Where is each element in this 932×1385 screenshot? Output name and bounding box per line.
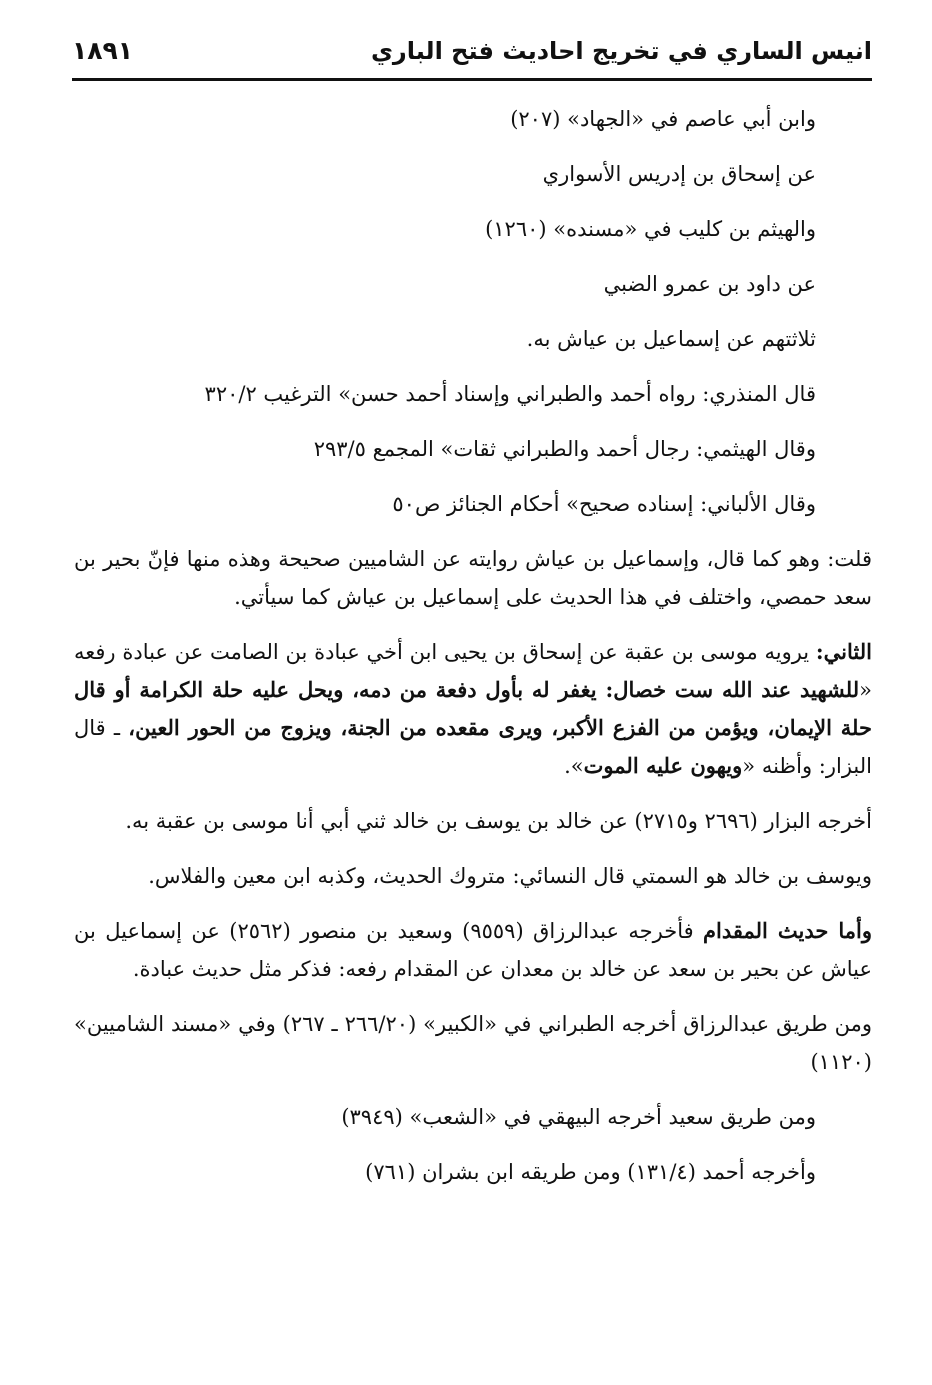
text-line: والهيثم بن كليب في «مسنده» (١٢٦٠) [485,217,816,241]
main-text [74,100,872,1208]
text-line: ثلاثتهم عن إسماعيل بن عياش به. [526,327,816,351]
text-line: قال المنذري: رواه أحمد والطبراني وإسناد أحمد حسن» الترغيب ٣٢٠/٢ [204,382,816,406]
paragraph-text: ». [564,754,584,778]
text-line: وقال الهيثمي: رجال أحمد والطبراني ثقات» المجمع ٢٩٣/٥ [313,437,816,461]
text-line: عن داود بن عمرو الضبي [603,272,816,296]
text-line: ومن طريق سعيد أخرجه البيهقي في «الشعب» (٣٩٤٩) [341,1105,816,1129]
paragraph-text: فأخرجه عبدالرزاق (٩٥٥٩) وسعيد بن منصور (٢٥٦٢) عن إسماعيل بن عياش عن بحير بن سعد عن خالد بن معدان عن المقدام رفعه: فذكر مثل حديث عبادة. [74,919,872,981]
paragraph-lead: وأما حديث المقدام [703,918,872,943]
paragraph-lead: الثاني: [815,639,872,664]
header-rule [72,78,872,81]
page-number: ١٨٩١ [72,36,134,65]
paragraph-bazzar: أخرجه البزار (٢٦٩٦ و٢٧١٥) عن خالد بن يوسف بن خالد ثني أبي أنا موسى بن عقبة به. [125,809,872,833]
paragraph-qultu: قلت: وهو كما قال، وإسماعيل بن عياش روايته عن الشاميين صحيحة وهذه منها فإنّ بحير بن سعد حمصي، واختلف في هذا الحديث على إسماعيل بن عياش كما سيأتي. [74,547,872,609]
paragraph-yusuf: ويوسف بن خالد هو السمتي قال النسائي: متروك الحديث، وكذبه ابن معين والفلاس. [148,864,872,888]
text-line: وابن أبي عاصم في «الجهاد» (٢٠٧) [510,107,816,131]
paragraph-text: يرويه موسى بن عقبة عن إسحاق بن يحيى ابن أخي عبادة بن الصامت عن عبادة رفعه « [74,640,872,702]
paragraph-second-route [74,633,872,785]
text-line: وقال الألباني: إسناده صحيح» أحكام الجنائز ص٥٠ [392,492,816,516]
running-title: انيس الساري في تخريج احاديث فتح الباري [370,37,872,65]
paragraph-text: ـ قال البزار: وأظنه « [74,716,872,778]
paragraph-abdurrazzaq: ومن طريق عبدالرزاق أخرجه الطبراني في «الكبير» (٢٦٦/٢٠ ـ ٢٦٧) وفي «مسند الشاميين» (١١٢٠) [74,1012,872,1074]
text-line: عن إسحاق بن إدريس الأسواري [542,162,816,186]
text-line: وأخرجه أحمد (١٣١/٤) ومن طريقه ابن بشران (٧٦١) [365,1160,816,1184]
hadith-text: ويهون عليه الموت [583,753,743,778]
page-header [72,32,872,72]
paragraph-miqdam [74,912,872,988]
hadith-text: للشهيد عند الله ست خصال: يغفر له بأول دفعة من دمه، ويحل عليه حلة الكرامة أو قال حلة الإيمان، ويؤمن من الفزع الأكبر، ويرى مقعده من الجنة، ويزوج من الحور العين، [74,677,872,740]
